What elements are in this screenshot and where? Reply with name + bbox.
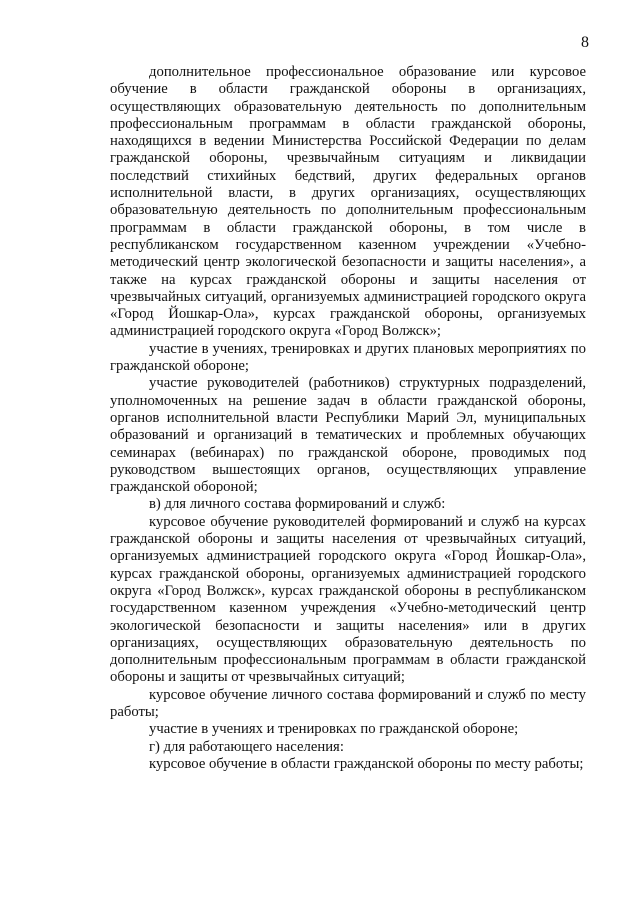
paragraph-7: участие в учениях и тренировках по гражданской обороне; bbox=[149, 721, 519, 738]
document-body bbox=[110, 64, 586, 773]
paragraph-8: г) для работающего населения: bbox=[149, 738, 344, 755]
paragraph-6: курсовое обучение личного состава формирований и служб по месту работы; bbox=[110, 686, 586, 720]
paragraph-2: участие в учениях, тренировках и других плановых мероприятиях по гражданской обороне; bbox=[110, 340, 586, 375]
paragraph-3: участие руководителей (работников) структурных подразделений, уполномоченных на решение задач в области гражданской обороны, органов исполнительной власти Республики Марий Эл, муниципальных образований и организаций в тематических и проблемных обучающих семинарах (вебинарах) по гражданской обороне, проводимых под руководством вышестоящих органов, осуществляющих управление гражданской обороной; bbox=[110, 375, 586, 496]
paragraph-4: в) для личного состава формирований и служб: bbox=[149, 496, 446, 513]
page-number: 8 bbox=[581, 34, 589, 51]
paragraph-9: курсовое обучение в области гражданской обороны по месту работы; bbox=[149, 755, 584, 772]
paragraph-5: курсовое обучение руководителей формирований и служб на курсах гражданской обороны и защиты населения от чрезвычайных ситуаций, организуемых администрацией городского округа «Город Йошкар-Ола», курсах гражданской обороны, организуемых администрацией городского округа «Город Волжск», курсах гражданской обороны в республиканском государственном казенном учреждения «Учебно-методический центр экологической безопасности и защиты населения» или в других организациях, осуществляющих образовательную деятельность по дополнительным профессиональным программам в области гражданской обороны и защиты от чрезвычайных ситуаций; bbox=[110, 513, 586, 686]
paragraph-1: дополнительное профессиональное образование или курсовое обучение в области гражданской обороны в организациях, осуществляющих образовательную деятельность по дополнительным профессиональным программам в области гражданской обороны, находящихся в ведении Министерства Российской Федерации по делам гражданской обороны, чрезвычайным ситуациям и ликвидации последствий стихийных бедствий, других федеральных органов исполнительной власти, в других организациях, осуществляющих образовательную деятельность по дополнительным профессиональным программам в области гражданской обороны, в том числе в республиканском государственном казенном учреждении «Учебно-методический центр экологической безопасности и защиты населения», а также на курсах гражданской обороны и защиты населения от чрезвычайных ситуаций, организуемых администрацией городского округа «Город Йошкар-Ола», курсах гражданской обороны, организуемых администрацией городского округа «Город Волжск»; bbox=[110, 64, 586, 340]
